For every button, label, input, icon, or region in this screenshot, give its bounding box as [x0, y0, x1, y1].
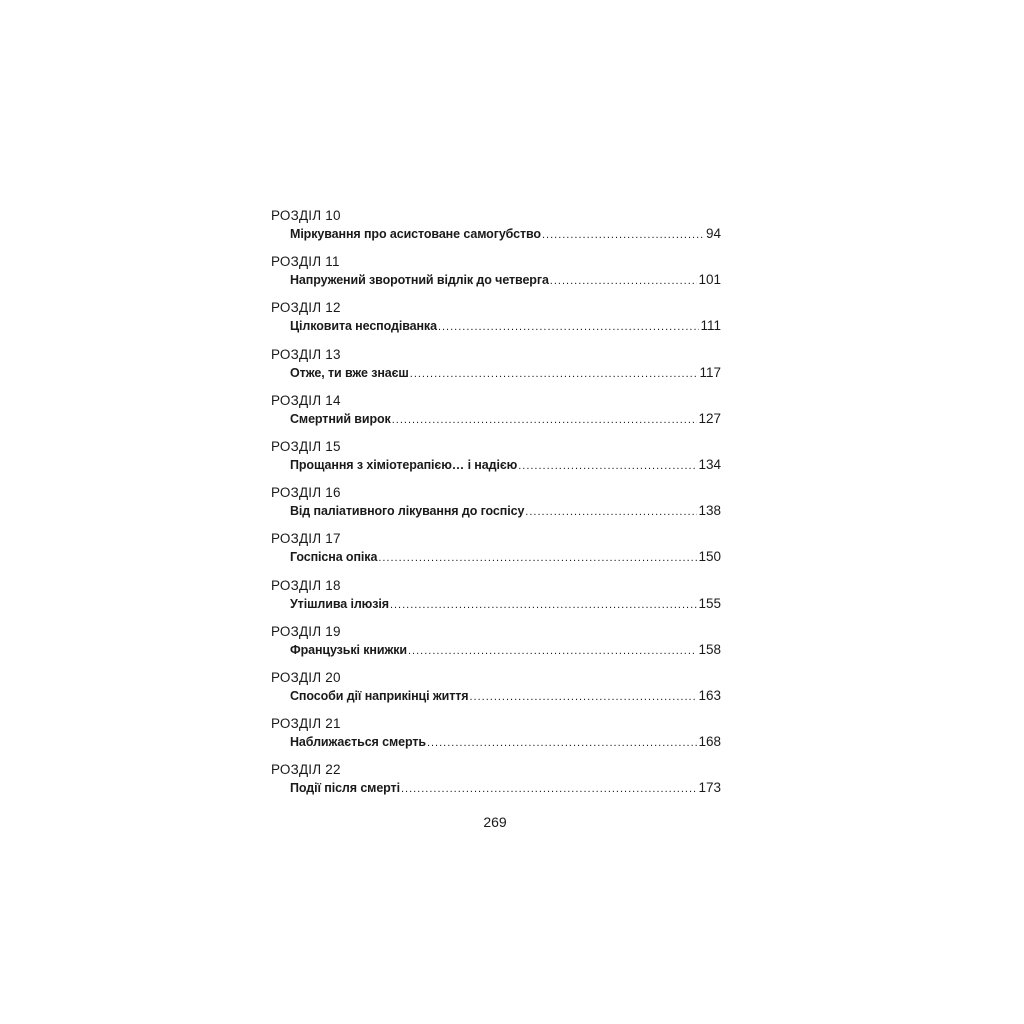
toc-line[interactable]: [290, 318, 721, 335]
toc-entry: [271, 485, 721, 531]
chapter-page-number: 127: [698, 410, 721, 426]
chapter-title: Госпісна опіка: [290, 550, 378, 565]
toc-entry: [271, 347, 721, 393]
dot-leader: [427, 734, 698, 751]
chapter-page-number: 101: [698, 272, 721, 288]
toc-entry: [271, 670, 721, 716]
toc-entry: [271, 716, 721, 762]
chapter-title: Утішлива ілюзія: [290, 596, 389, 611]
toc-line[interactable]: [290, 503, 721, 520]
chapter-label: РОЗДІЛ 13: [271, 346, 341, 362]
chapter-title: Міркування про асистоване самогубство: [290, 227, 541, 241]
chapter-page-number: 117: [699, 364, 721, 380]
chapter-title: Смертний вирок: [290, 411, 391, 426]
toc-line[interactable]: [290, 365, 721, 382]
chapter-label: РОЗДІЛ 11: [271, 254, 340, 270]
toc-entry: [271, 762, 721, 808]
toc-entry: [271, 531, 721, 577]
chapter-label: РОЗДІЛ 16: [271, 485, 341, 501]
toc-line[interactable]: [290, 688, 721, 705]
toc-line[interactable]: [290, 734, 721, 751]
chapter-page-number: 150: [698, 549, 721, 565]
chapter-page-number: 155: [698, 595, 721, 611]
dot-leader: [438, 318, 700, 335]
dot-leader: [390, 596, 698, 613]
toc-line[interactable]: [290, 596, 721, 613]
chapter-page-number: 168: [698, 734, 721, 750]
chapter-page-number: 158: [698, 641, 721, 657]
chapter-title: Прощання з хіміотерапією… і надією: [290, 457, 518, 472]
chapter-label: РОЗДІЛ 10: [271, 208, 341, 223]
toc-entry: [271, 439, 721, 485]
chapter-page-number: 138: [698, 503, 721, 519]
chapter-title: Способи дії наприкінці життя: [290, 688, 469, 703]
chapter-page-number: 94: [705, 226, 721, 241]
toc-line[interactable]: [290, 642, 721, 659]
dot-leader: [401, 780, 698, 797]
dot-leader: [518, 457, 697, 474]
chapter-label: РОЗДІЛ 14: [271, 392, 341, 408]
chapter-title: Французькі книжки: [290, 642, 407, 657]
dot-leader: [408, 642, 697, 659]
toc-entry: [271, 624, 721, 670]
chapter-label: РОЗДІЛ 12: [271, 300, 341, 316]
chapter-label: РОЗДІЛ 18: [271, 577, 341, 593]
toc-line[interactable]: [290, 549, 721, 566]
dot-leader: [525, 503, 697, 520]
chapter-title: Події після смерті: [290, 781, 400, 796]
chapter-label: РОЗДІЛ 15: [271, 438, 341, 454]
chapter-label: РОЗДІЛ 21: [271, 716, 341, 732]
chapter-title: Напружений зворотний відлік до четверга: [290, 273, 549, 288]
chapter-page-number: 163: [698, 687, 721, 703]
chapter-page-number: 173: [698, 780, 721, 796]
page-number: 269: [483, 814, 507, 830]
chapter-label: РОЗДІЛ 19: [271, 623, 341, 639]
toc-line[interactable]: [290, 457, 721, 474]
chapter-label: РОЗДІЛ 22: [271, 762, 341, 778]
dot-leader: [410, 365, 699, 382]
toc-line[interactable]: [290, 411, 721, 428]
toc-line[interactable]: [290, 272, 721, 289]
table-of-contents: [271, 208, 721, 808]
dot-leader: [378, 549, 697, 566]
dot-leader: [542, 226, 705, 243]
toc-entry: [271, 254, 721, 300]
chapter-title: Наближається смерть: [290, 735, 426, 750]
chapter-label: РОЗДІЛ 17: [271, 531, 341, 547]
chapter-label: РОЗДІЛ 20: [271, 669, 341, 685]
toc-line[interactable]: [290, 226, 721, 243]
toc-entry: [271, 578, 721, 624]
chapter-page-number: 111: [700, 318, 721, 334]
dot-leader: [392, 411, 698, 428]
dot-leader: [469, 688, 697, 705]
chapter-page-number: 134: [698, 456, 721, 472]
chapter-title: Від паліативного лікування до госпісу: [290, 504, 525, 519]
toc-line[interactable]: [290, 780, 721, 797]
chapter-title: Цілковита несподіванка: [290, 319, 437, 334]
toc-entry: [271, 393, 721, 439]
dot-leader: [550, 272, 698, 289]
chapter-title: Отже, ти вже знаєш: [290, 365, 409, 380]
toc-entry: [271, 300, 721, 346]
toc-entry: [271, 208, 721, 254]
